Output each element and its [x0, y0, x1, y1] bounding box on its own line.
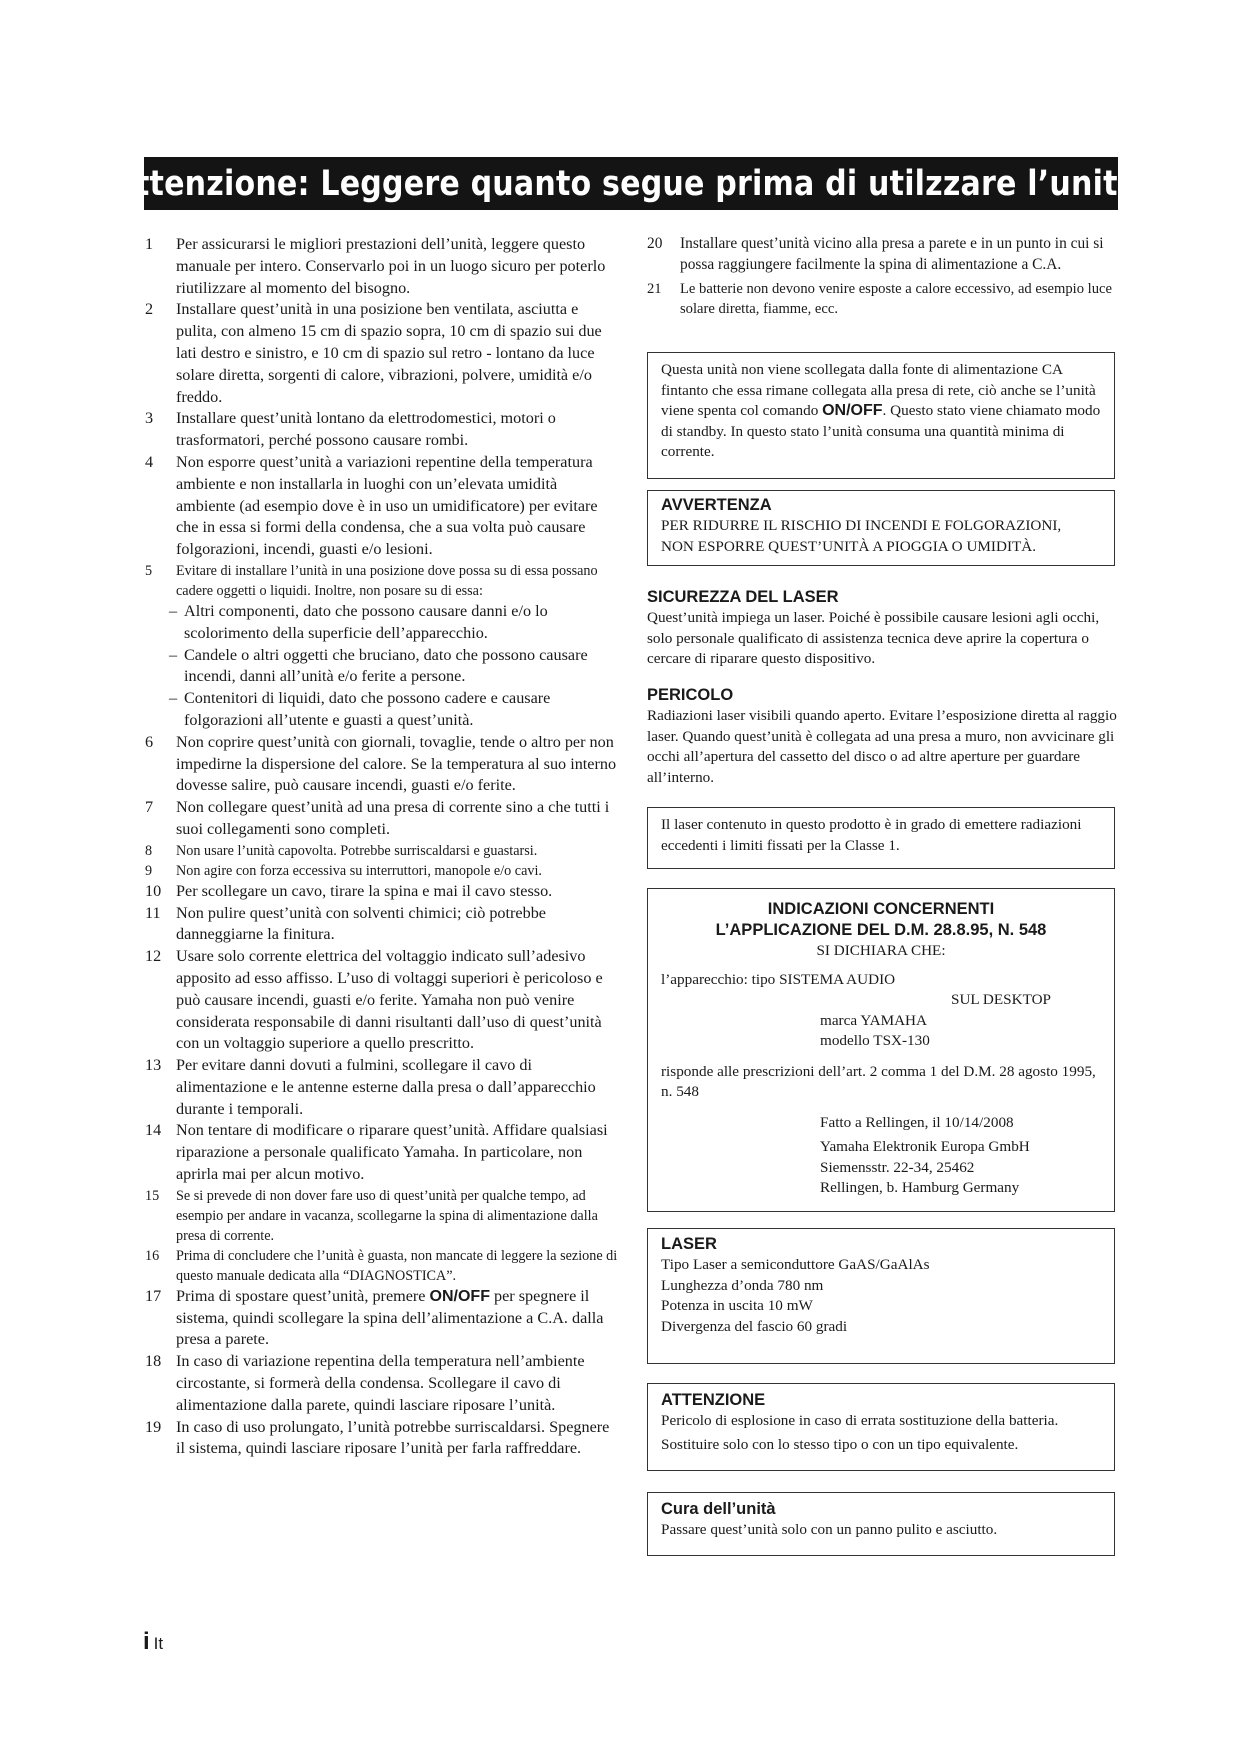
list-item: 16 Prima di concludere che l’unità è guasta, non mancate di leggere la sezione di questo manuale dedicata alla “DIAGNOSTICA”.	[145, 1247, 618, 1284]
list-item: 12 Usare solo corrente elettrica del voltaggio indicato sull’adesivo apposito ad esso affisso. L’uso di voltaggi superiori è pericoloso e può causare incendi, guasti e/o ferite. Yamaha non può venire considerata responsabile di danni risultanti dall’uso di quest’unità con un voltaggio superiore a quello prescritto.	[145, 947, 603, 1053]
laser-spec-box: LASER Tipo Laser a semiconduttore GaAS/GaAlAs Lunghezza d’onda 780 nm Potenza in uscita 10 mW Divergenza del fascio 60 gradi	[647, 1228, 1115, 1364]
list-item: 6 Non coprire quest’unità con giornali, tovaglie, tende o altro per non impedirne la dispersione del calore. Se la temperatura al suo interno dovesse salire, può causare incendi, guasti e/o ferite.	[145, 732, 617, 795]
list-item: 7 Non collegare quest’unità ad una presa di corrente sino a che tutti i suoi collegamenti sono completi.	[145, 798, 610, 838]
sub-list-item: – Contenitori di liquidi, dato che possono cadere e causare folgorazioni all’utente e guasti a quest’unità.	[169, 689, 551, 729]
attenzione-box: ATTENZIONE Pericolo di esplosione in caso di errata sostituzione della batteria. Sostituire solo con lo stesso tipo o con un tipo equivalente.	[647, 1383, 1115, 1471]
pericolo-section: PERICOLO Radiazioni laser visibili quando aperto. Evitare l’esposizione diretta al raggio laser. Quando quest’unità è collegata ad una presa a muro, non avvicinare gli occhi all’apertura del cassetto del disco o ad altre aperture per guardare all’interno.	[647, 685, 1119, 788]
laser-safety-section: SICUREZZA DEL LASER Quest’unità impiega un laser. Poiché è possibile causare lesioni agli occhi, solo personale qualificato di assistenza tecnica deve aprire la copertura o cercare di riparare questo dispositivo.	[647, 587, 1119, 670]
standby-notice-box: Questa unità non viene scollegata dalla fonte di alimentazione CA fintanto che essa rimane collegata alla presa di rete, ciò anche se l’unità viene spenta col comando ON/OFF. Questo stato viene chiamato modo di standby. In questo stato l’unità consuma una quantità minima di corrente.	[647, 352, 1115, 479]
laser-class-box: Il laser contenuto in questo prodotto è in grado di emettere radiazioni eccedenti i limiti fissati per la Classe 1.	[647, 807, 1115, 869]
list-item: 1 Per assicurarsi le migliori prestazioni dell’unità, leggere questo manuale per intero. Conservarlo poi in un luogo sicuro per poterlo riutilizzare al momento del bisogno.	[145, 235, 606, 297]
sub-list-item: – Altri componenti, dato che possono causare danni e/o lo scolorimento della superficie dell’apparecchio.	[169, 601, 548, 642]
sub-list-item: – Candele o altri oggetti che bruciano, dato che possono causare incendi, danni all’unità e/o ferite a persone.	[169, 645, 588, 686]
pericolo-heading: PERICOLO	[647, 686, 734, 704]
laser-spec-heading: LASER	[661, 1235, 717, 1253]
list-item: 4 Non esporre quest’unità a variazioni repentine della temperatura ambiente e non installarla in luoghi con un’elevata umidità ambiente (ad esempio dove è in uso un umidificatore) per evitare che in essa si formi della condensa, che a sua volta può causare folgorazioni, incendi, guasti e/o lesioni.	[145, 452, 598, 559]
attenzione-heading: ATTENZIONE	[661, 1391, 766, 1409]
list-item: 8 Non usare l’unità capovolta. Potrebbe surriscaldarsi e guastarsi.	[145, 842, 538, 859]
page-footer	[143, 1628, 163, 1656]
list-item: 3 Installare quest’unità lontano da elettrodomestici, motori o trasformatori, perché possono causare rombi.	[145, 409, 556, 450]
on-off-label: ON/OFF	[822, 402, 883, 419]
list-item: 15 Se si prevede di non dover fare uso di quest’unità per qualche tempo, ad esempio per andare in vacanza, scollegarne la spina di alimentazione dalla presa di corrente.	[145, 1187, 598, 1244]
laser-safety-heading: SICUREZZA DEL LASER	[647, 588, 839, 606]
list-item: 11 Non pulire quest’unità con solventi chimici; ciò potrebbe danneggiarne la finitura.	[145, 903, 546, 944]
list-item: 17 Prima di spostare quest’unità, premere ON/OFF per spegnere il sistema, quindi scollegare la spina dell’alimentazione a C.A. dalla presa a parete.	[145, 1286, 604, 1349]
avvertenza-heading: AVVERTENZA	[661, 496, 772, 514]
list-item: 14 Non tentare di modificare o riparare quest’unità. Affidare qualsiasi riparazione a personale qualificato Yamaha. In particolare, non aprirla mai per alcun motivo.	[145, 1121, 608, 1184]
list-item: 19 In caso di uso prolungato, l’unità potrebbe surriscaldarsi. Spegnere il sistema, quindi lasciare riposare l’unità per farla raffreddare.	[145, 1417, 610, 1458]
list-item: 20 Installare quest’unità vicino alla presa a parete e in un punto in cui si possa raggiungere facilmente la spina di alimentazione a C.A.	[647, 235, 1104, 273]
list-item: 5 Evitare di installare l’unità in una posizione dove possa su di essa possano cadere oggetti o liquidi. Inoltre, non posare su di essa:	[145, 562, 598, 599]
page-number: i	[143, 1628, 150, 1655]
list-item: 13 Per evitare danni dovuti a fulmini, scollegare il cavo di alimentazione e le antenne esterne dalla presa o dall’apparecchio durante i temporali.	[145, 1056, 596, 1118]
list-item: 10 Per scollegare un cavo, tirare la spina e mai il cavo stesso.	[145, 881, 553, 900]
avvertenza-box: AVVERTENZA PER RIDURRE IL RISCHIO DI INCENDI E FOLGORAZIONI, NON ESPORRE QUEST’UNITÀ A PIOGGIA O UMIDITÀ.	[647, 490, 1115, 566]
list-item: 2 Installare quest’unità in una posizione ben ventilata, asciutta e pulita, con almeno 15 cm di spazio sopra, 10 cm di spazio sui due lati destro e sinistro, e 10 cm di spazio sul retro - lontano da luce solare diretta, sorgenti di calore, vibrazioni, polvere, umidità e/o freddo.	[145, 300, 602, 406]
dm-declaration-box: INDICAZIONI CONCERNENTI L’APPLICAZIONE DEL D.M. 28.8.95, N. 548 SI DICHIARA CHE: l’apparecchio: tipo SISTEMA AUDIO SUL DESKTOP marca YAMAHA modello TSX-130 risponde alle prescrizioni dell’art. 2 comma 1 del D.M. 28 agosto 1995, n. 548 Fatto a Rellingen, il 10/14/2008 Yamaha Elektronik Europa GmbH Siemensstr. 22-34, 25462 Rellingen, b. Hamburg Germany	[647, 888, 1115, 1212]
list-item: 21 Le batterie non devono venire esposte a calore eccessivo, ad esempio luce solare diretta, fiamme, ecc.	[647, 280, 1112, 318]
language-code: It	[153, 1634, 164, 1653]
page-title-banner	[111, 157, 1151, 210]
list-item: 9 Non agire con forza eccessiva su interruttori, manopole e/o cavi.	[145, 862, 542, 879]
page-title: Attenzione: Leggere quanto segue prima di utilzzare l’unità.	[111, 163, 1151, 204]
cura-heading: Cura dell’unità	[661, 1500, 776, 1518]
list-item: 18 In caso di variazione repentina della temperatura nell’ambiente circostante, si formerà della condensa. Scollegare il cavo di alimentazione dalla parete, quindi lasciare riposare l’unità.	[145, 1352, 585, 1414]
cura-box: Cura dell’unità Passare quest’unità solo con un panno pulito e asciutto.	[647, 1492, 1115, 1556]
right-column-list	[647, 234, 1119, 320]
left-column	[145, 234, 620, 1460]
on-off-label: ON/OFF	[429, 1287, 490, 1305]
